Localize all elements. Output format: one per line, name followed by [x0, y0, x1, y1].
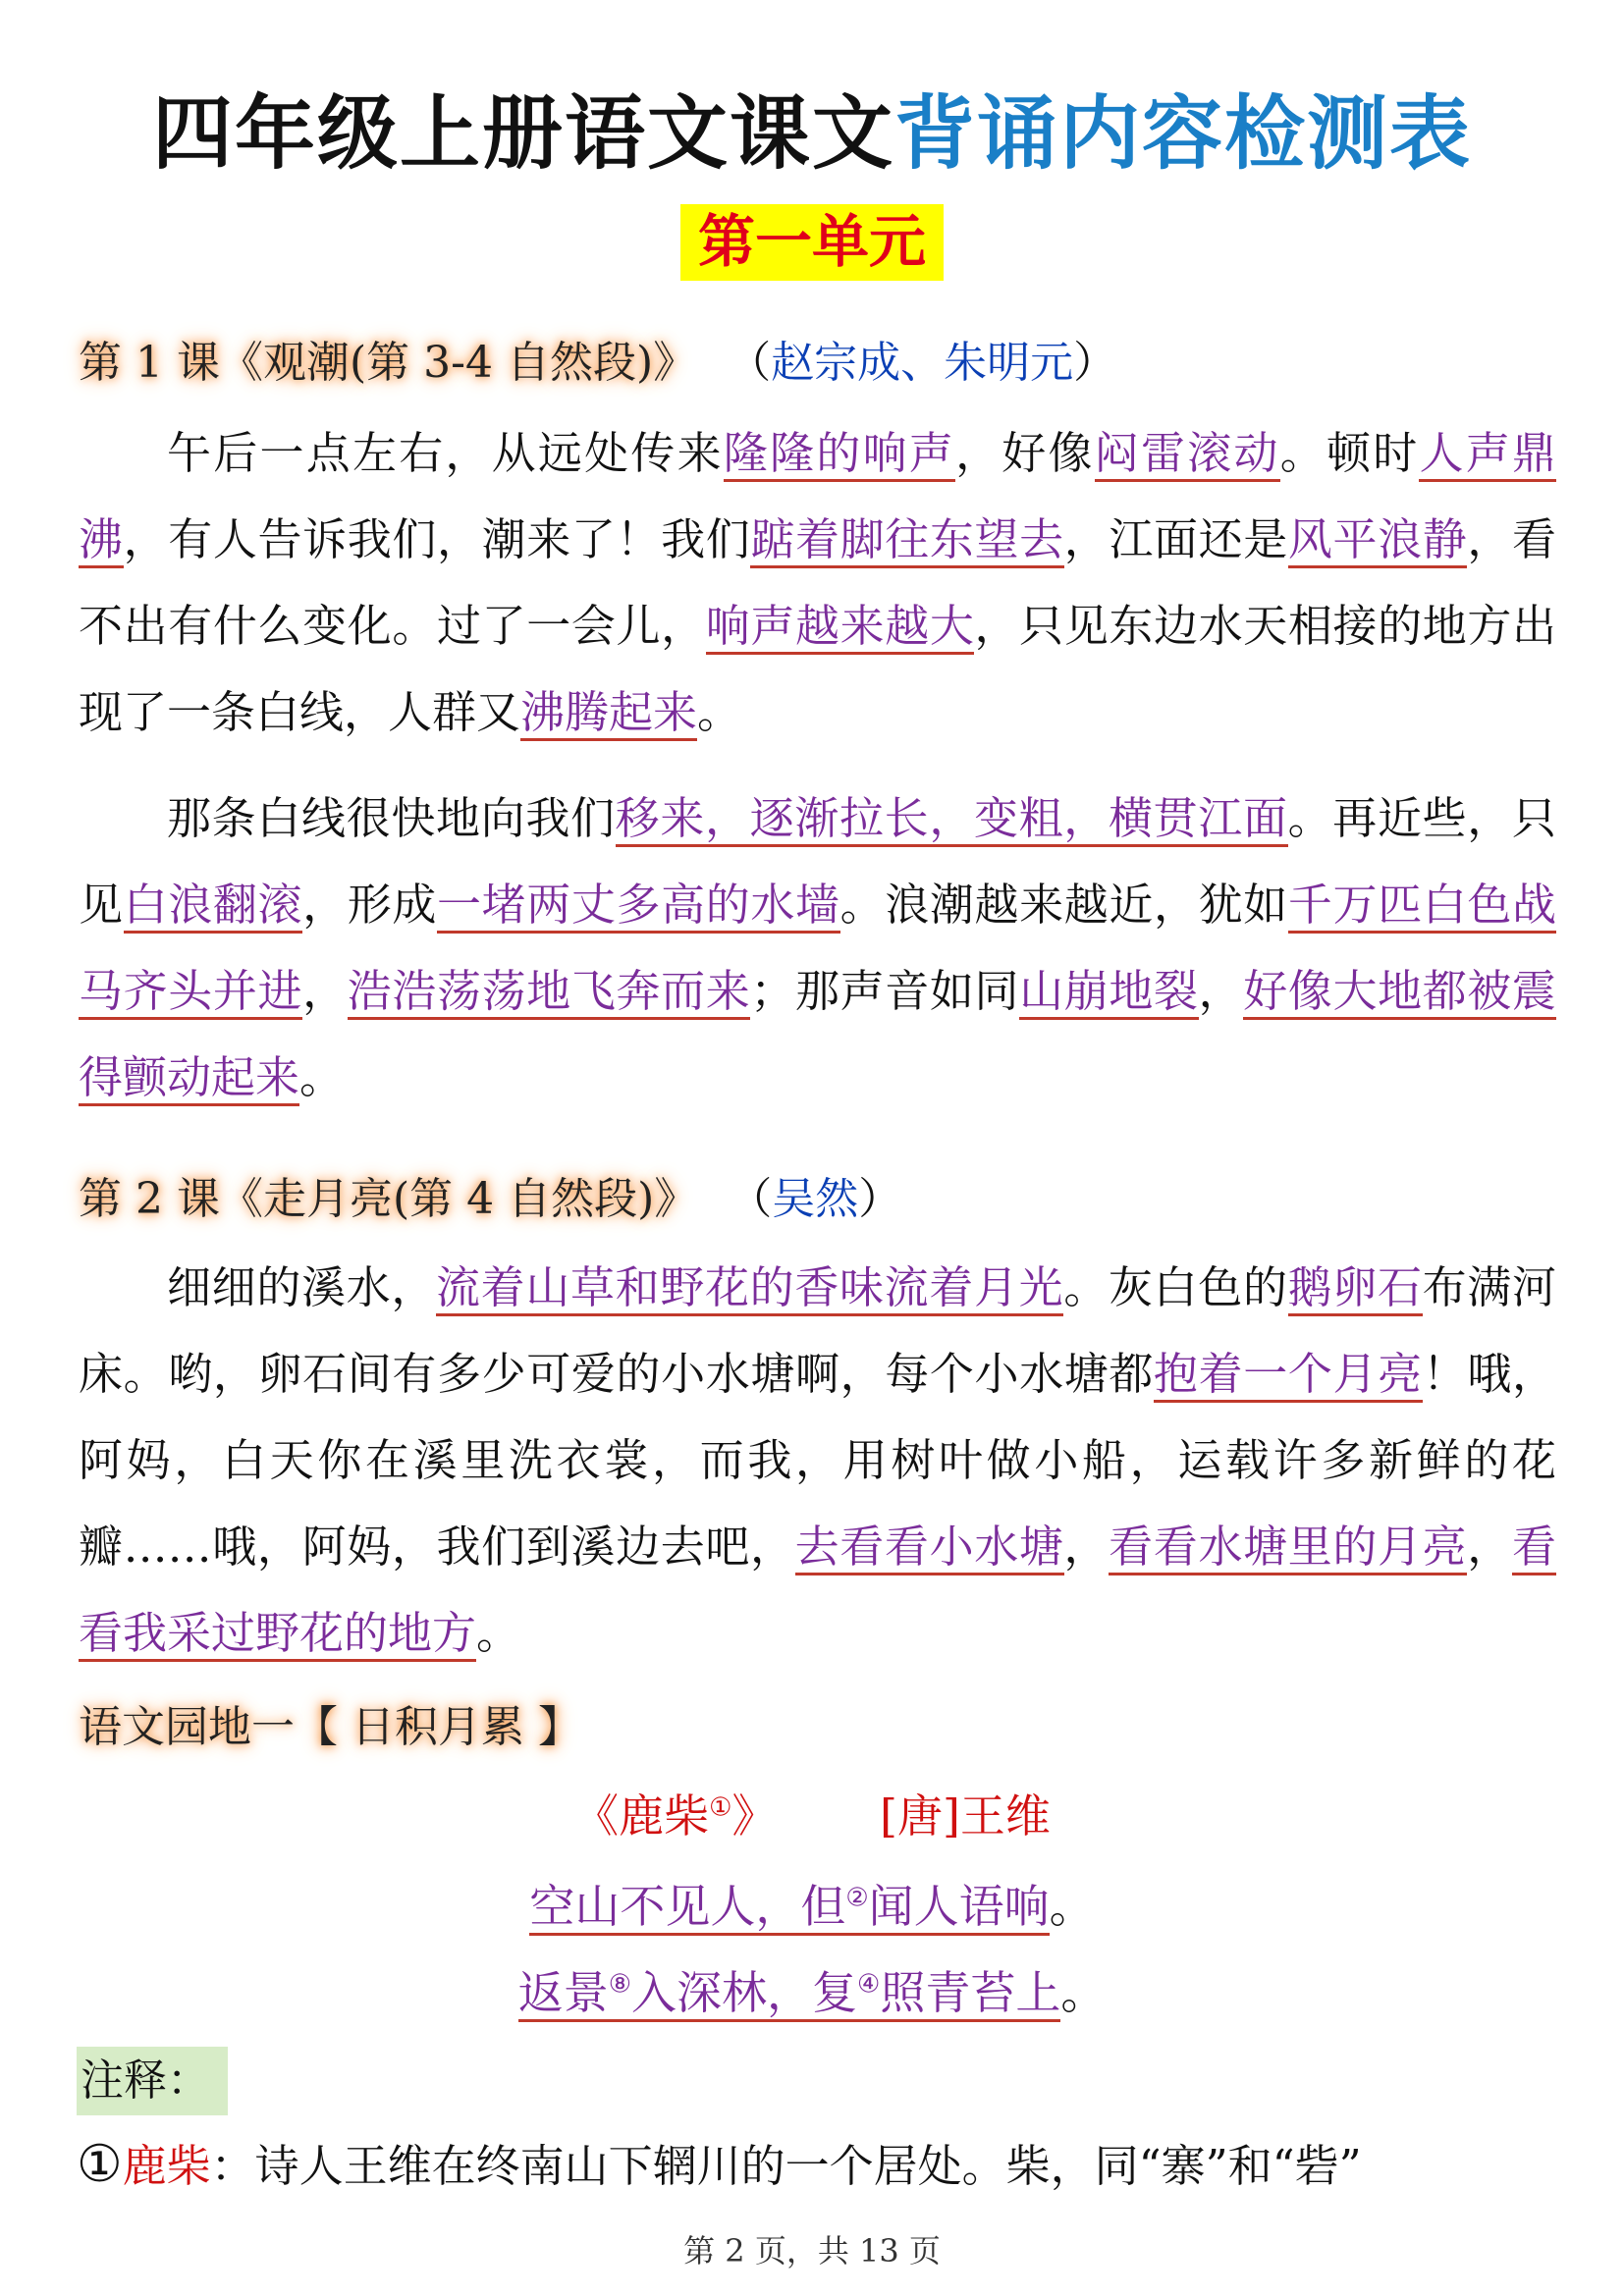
- poem-line-1: 空山不见人，但②闻人语响。: [0, 1877, 1624, 1936]
- text-segment: ，江面还是: [1063, 513, 1288, 565]
- garden-title: 语文园地一【 日积月累 】: [79, 1702, 581, 1752]
- notes-label: 注释：: [77, 2047, 228, 2115]
- underlined-phrase: 好像大地都被震得颤动起来: [79, 965, 1556, 1106]
- lesson1-author: 赵宗成、朱明元: [771, 338, 1074, 388]
- text-segment: 。浪潮越来越近，犹如: [839, 879, 1288, 931]
- footnote-mark: ④: [857, 1969, 881, 2000]
- underlined-phrase: 沸腾起来: [520, 686, 697, 741]
- underlined-phrase: 流着山草和野花的香味流着月光: [436, 1261, 1063, 1316]
- footnote-mark: ①: [709, 1792, 732, 1823]
- lesson1-paragraph-2: [79, 775, 1556, 1121]
- underlined-phrase: 鹅卵石: [1288, 1261, 1423, 1316]
- underlined-phrase: 白浪翻滚: [124, 879, 303, 934]
- text-segment: ，: [302, 965, 348, 1017]
- poem-author: [唐]王维: [880, 1789, 1051, 1842]
- text-segment: ，: [1063, 1521, 1110, 1573]
- note-term: 鹿柴: [122, 2140, 211, 2192]
- underlined-phrase: 看看水塘里的月亮: [1109, 1521, 1467, 1575]
- underlined-phrase: 踮着脚往东望去: [750, 513, 1063, 568]
- note-text: ：诗人王维在终南山下辋川的一个居处。柴，同“寨”和“砦”: [210, 2140, 1362, 2192]
- text-segment: ，形成: [302, 879, 437, 931]
- text-segment: 午后一点左右，从远处传来: [167, 427, 724, 479]
- note-number: ①: [77, 2135, 123, 2194]
- underlined-phrase: 去看看小水塘: [795, 1521, 1064, 1575]
- underlined-phrase: 抱着一个月亮: [1154, 1348, 1423, 1403]
- text-segment: 细细的溪水，: [167, 1261, 436, 1313]
- text-segment: 布满河床。哟，卵石间有多少可爱的小水塘啊，每个小水塘都: [79, 1261, 1556, 1400]
- footnote-mark: ⑧: [608, 1969, 631, 2000]
- text-segment: ，好像: [955, 427, 1095, 479]
- lesson1-paren-close: ）: [1073, 338, 1117, 388]
- underlined-phrase: 风平浪静: [1288, 513, 1468, 568]
- text-segment: ！哦，阿妈，白天你在溪里洗衣裳，而我，用树叶做小船，运载许多新鲜的花瓣……哦，阿妈，我们到溪边去吧，: [79, 1348, 1556, 1573]
- underlined-phrase: 山崩地裂: [1019, 965, 1199, 1020]
- page-title: [0, 87, 1624, 181]
- text-segment: ，: [1467, 1521, 1512, 1573]
- underlined-phrase: 闷雷滚动: [1095, 427, 1280, 482]
- text-segment: ，有人告诉我们，潮来了！我们: [123, 513, 751, 565]
- lesson1-paren-open: （: [728, 338, 772, 388]
- underlined-phrase: 看看我采过野花的地方: [79, 1521, 1556, 1662]
- text-segment: 。顿时: [1279, 427, 1420, 479]
- lesson2-paragraph: [79, 1245, 1556, 1677]
- underlined-phrase: 隆隆的响声: [724, 427, 955, 482]
- text-segment: 。再近些，只见: [79, 792, 1556, 931]
- garden-heading: [79, 1698, 581, 1757]
- underlined-phrase: 浩浩荡荡地飞奔而来: [348, 965, 751, 1020]
- underlined-phrase: 响声越来越大: [706, 600, 975, 655]
- text-segment: ，只见东边水天相接的地方出现了一条白线，人群又: [79, 600, 1556, 738]
- footnote-mark: ②: [845, 1883, 869, 1913]
- underlined-phrase: 人声鼎沸: [79, 427, 1556, 568]
- lesson1-paragraph-1: [79, 410, 1556, 756]
- poem-title-line: [0, 1787, 1624, 1845]
- text-segment: ，看不出有什么变化。过了一会儿，: [79, 513, 1556, 652]
- text-segment: 。: [697, 686, 742, 738]
- underlined-phrase: 一堵两丈多高的水墙: [437, 879, 840, 934]
- lesson2-title: 第 2 课《走月亮(第 4 自然段)》: [79, 1174, 698, 1224]
- lesson2-author: 吴然: [772, 1174, 859, 1224]
- poem-title: 《鹿柴①》: [573, 1789, 778, 1842]
- underlined-phrase: 移来，逐渐拉长，变粗，横贯江面: [616, 792, 1288, 847]
- text-segment: 。: [476, 1607, 521, 1659]
- title-blue: 背诵内容检测表: [894, 87, 1473, 181]
- page-footer: 第 2 页，共 13 页: [683, 2232, 941, 2269]
- note-1: [77, 2130, 1362, 2201]
- unit-label: 第一单元: [680, 204, 944, 281]
- lesson1-title: 第 1 课《观潮(第 3-4 自然段)》: [79, 338, 697, 388]
- text-segment: 。灰白色的: [1063, 1261, 1288, 1313]
- lesson2-heading: [79, 1170, 901, 1229]
- lesson2-paren-close: ）: [858, 1174, 902, 1224]
- lesson1-heading: [79, 334, 1116, 393]
- title-black: 四年级上册语文课文: [151, 87, 894, 181]
- text-segment: ；那声音如同: [750, 965, 1020, 1017]
- poem-line-2: 返景⑧入深林，复④照青苔上。: [0, 1963, 1624, 2022]
- underlined-phrase: 千万匹白色战马齐头并进: [79, 879, 1556, 1020]
- text-segment: ，: [1198, 965, 1244, 1017]
- lesson2-paren-open: （: [729, 1174, 773, 1224]
- text-segment: 那条白线很快地向我们: [167, 792, 616, 844]
- text-segment: 。: [299, 1051, 345, 1103]
